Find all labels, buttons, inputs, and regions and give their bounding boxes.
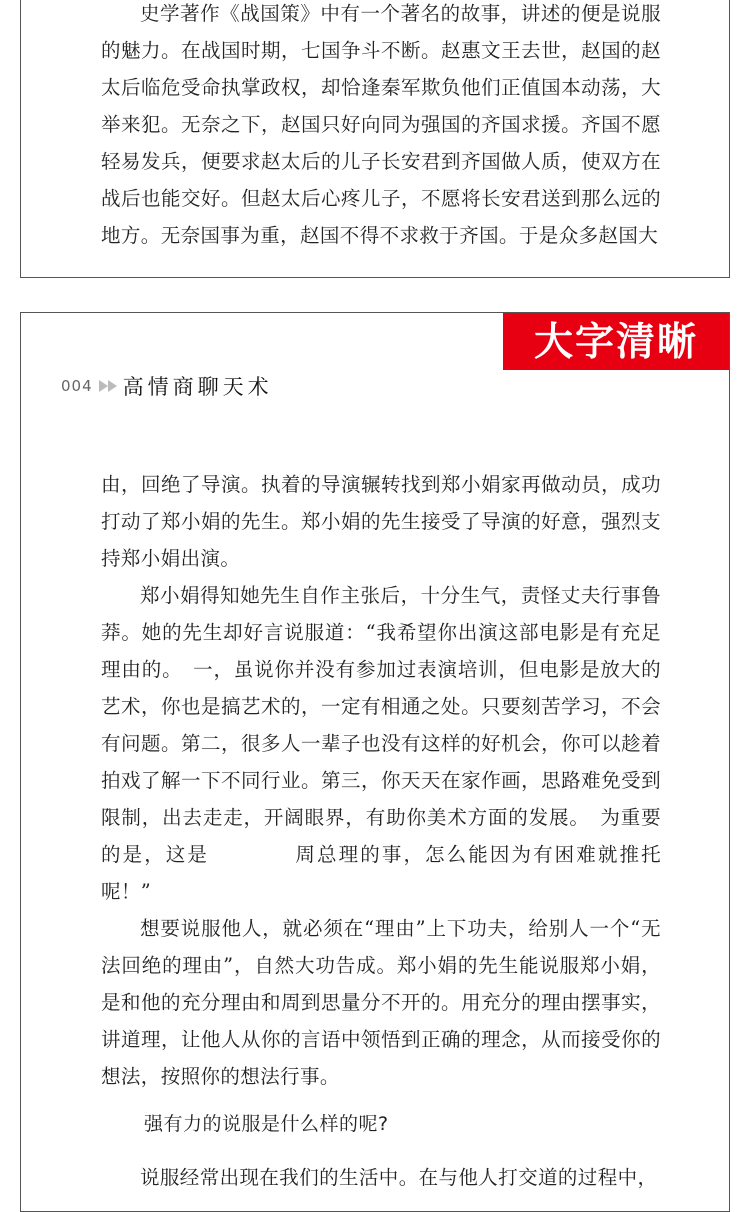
running-header xyxy=(61,371,273,401)
top-page-excerpt xyxy=(20,0,730,278)
body-paragraph-3: 想要说服他人，就必须在“理由”上下功夫，给别人一个“无法回绝的理由”，自然大功告成。郑小娟的先生能说服郑小娟，是和他的充分理由和周到思量分不开的。用充分的理由摆事实，讲道理，让他人从你的言语中领悟到正确的理念，从而接受你的想法，按照你的想法行事。 xyxy=(101,917,661,1088)
body-paragraph-2: 郑小娟得知她先生自作主张后，十分生气，责怪丈夫行事鲁莽。她的先生却好言说服道：“我希望你出演这部电影是有充足理由的。 一，虽说你并没有参加过表演培训，但电影是放大的艺术，你也是搞艺术的，一定有相通之处。只要刻苦学习，不会有问题。第二，很多人一辈子也没有这样的好机会，你可以趁着拍戏了解一下不同行业。第三，你天天在家作画，思路难免受到限制，出去走走，开阔眼界，有助你美术方面的发展。 为重要的是，这是 周总理的事，怎么能因为有困难就推托呢！” xyxy=(101,584,661,903)
body-paragraph-4: 说服经常出现在我们的生活中。在与他人打交道的过程中， xyxy=(140,1166,658,1189)
double-arrow-icon xyxy=(99,380,119,392)
excerpt-paragraph: 史学著作《战国策》中有一个著名的故事，讲述的便是说服的魅力。在战国时期，七国争斗不断。赵惠文王去世，赵国的赵太后临危受命执掌政权，却恰逢秦军欺负他们正值国本动荡，大举来犯。无奈之下，赵国只好向同为强国的齐国求援。齐国不愿轻易发兵，便要求赵太后的儿子长安君到齐国做人质，使双方在战后也能交好。但赵太后心疼儿子，不愿将长安君送到那么远的地方。无奈国事为重，赵国不得不求救于齐国。于是众多赵国大 xyxy=(101,2,661,247)
book-title: 高情商聊天术 xyxy=(122,375,273,399)
book-page xyxy=(20,312,730,1212)
section-subheading: 强有力的说服是什么样的呢? xyxy=(144,1113,389,1135)
large-print-banner: 大字清晰 xyxy=(500,313,729,373)
page-number: 004 xyxy=(61,377,93,395)
body-paragraph-1: 由，回绝了导演。执着的导演辗转找到郑小娟家再做动员，成功打动了郑小娟的先生。郑小娟的先生接受了导演的好意，强烈支持郑小娟出演。 xyxy=(101,473,661,570)
